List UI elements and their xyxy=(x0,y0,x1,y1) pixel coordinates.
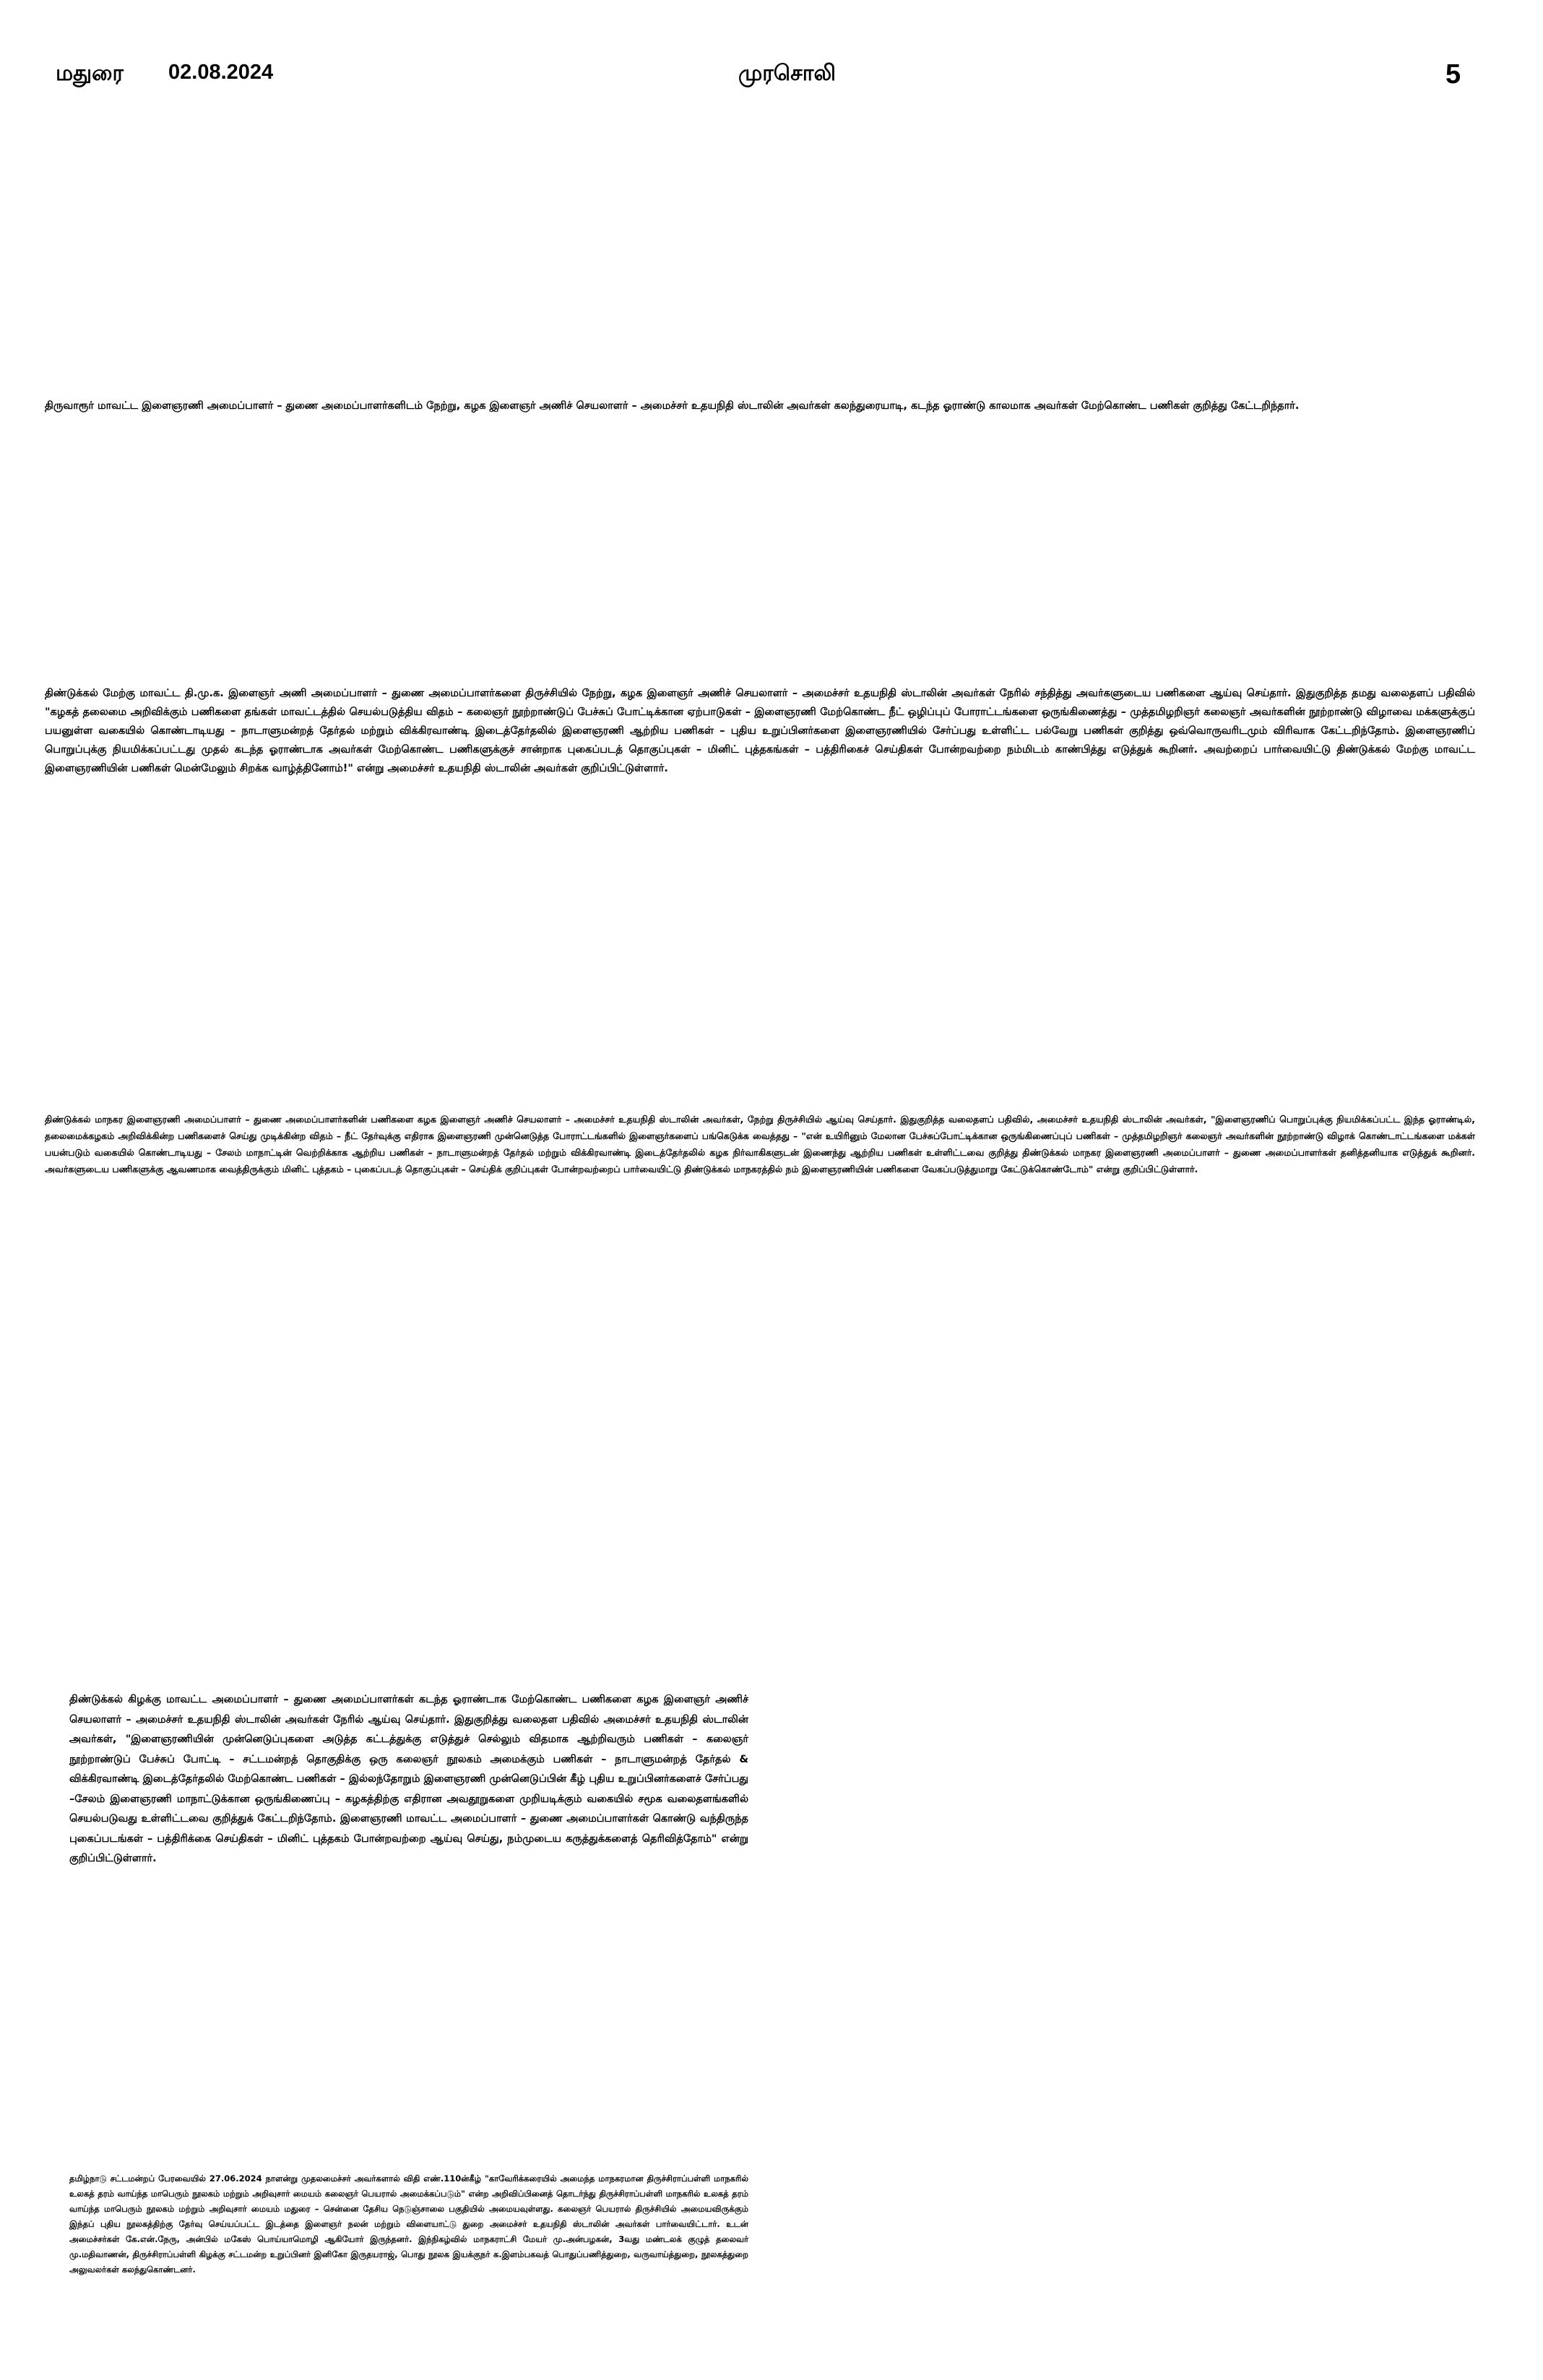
page-header xyxy=(0,61,1543,90)
photo-caption-dindigul-east: திண்டுக்கல் கிழக்கு மாவட்ட அமைப்பாளர் – துணை அமைப்பாளர்கள் கடந்த ஓராண்டாக மேற்கொண்ட பணிகளை கழக இளைஞர் அணிச் செயலாளர் – அமைச்சர் உதயநிதி ஸ்டாலின் அவர்கள் நேரில் ஆய்வு செய்தார். இதுகுறித்து வலைதள பதிவில் அமைச்சர் உதயநிதி ஸ்டாலின் அவர்கள், "இளைஞரணியின் முன்னெடுப்புகளை அடுத்த கட்டத்துக்கு எடுத்துச் செல்லும் விதமாக ஆற்றிவரும் பணிகள் – கலைஞர் நூற்றாண்டுப் பேச்சுப் போட்டி – சட்டமன்றத் தொகுதிக்கு ஒரு கலைஞர் நூலகம் அமைக்கும் பணிகள் – நாடாளுமன்றத் தேர்தல் & விக்கிரவாண்டி இடைத்தேர்தலில் மேற்கொண்ட பணிகள் – இல்லந்தோறும் இளைஞரணி முன்னெடுப்பின் கீழ் புதிய உறுப்பினர்களைச் சேர்ப்பது –சேலம் இளைஞரணி மாநாட்டுக்கான ஒருங்கிணைப்பு – கழகத்திற்கு எதிரான அவதூறுகளை முறியடிக்கும் வகையில் சமூக வலைதளங்களில் செயல்படுவது உள்ளிட்டவை குறித்துக் கேட்டறிந்தோம். இளைஞரணி மாவட்ட அமைப்பாளர் – துணை அமைப்பாளர்கள் கொண்டு வந்திருந்த புகைப்படங்கள் – பத்திரிக்கை செய்திகள் – மினிட் புத்தகம் போன்றவற்றை ஆய்வு செய்து, நம்முடைய கருத்துக்களைத் தெரிவித்தோம்" என்று குறிப்பிட்டுள்ளார். xyxy=(69,1694,748,1864)
photo-caption-dindigul-city: திண்டுக்கல் மாநகர இளைஞரணி அமைப்பாளர் – துணை அமைப்பாளர்களின் பணிகளை கழக இளைஞர் அணிச் செயலாளர் – அமைச்சர் உதயநிதி ஸ்டாலின் அவர்கள், நேற்று திருச்சியில் ஆய்வு செய்தார். இதுகுறித்த வலைதளப் பதிவில், அமைச்சர் உதயநிதி ஸ்டாலின் அவர்கள், "இளைஞரணிப் பொறுப்புக்கு நியமிக்கப்பட்ட இந்த ஓராண்டில், தலைமைக்கழகம் அறிவிக்கின்ற பணிகளைச் செய்து முடிக்கின்ற விதம் – நீட் தேர்வுக்கு எதிராக இளைஞரணி முன்னெடுத்த போராட்டங்களில் இளைஞர்களைப் பங்கெடுக்க வைத்தது – "என் உயிரினும் மேலான பேச்சுப்போட்டிக்கான ஒருங்கிணைப்புப் பணிகள் – முத்தமிழறிஞர் கலைஞர் அவர்களின் நூற்றாண்டு விழாக் கொண்டாட்டங்களை மக்கள் பயன்படும் வகையில் கொண்டாடியது – சேலம் மாநாட்டின் வெற்றிக்காக ஆற்றிய பணிகள் – நாடாளுமன்றத் தேர்தல் மற்றும் விக்கிரவாண்டி இடைத்தேர்தலில் கழக நிர்வாகிகளுடன் இணைந்து ஆற்றிய பணிகள் உள்ளிட்டவை குறித்து திண்டுக்கல் மாநகர இளைஞரணி அமைப்பாளர் – துணை அமைப்பாளர்கள் தனித்தனியாக எடுத்துக் கூறினர். அவர்களுடைய பணிகளுக்கு ஆவணமாக வைத்திருக்கும் மினிட் புத்தகம் – புகைப்படத் தொகுப்புகள் – செய்திக் குறிப்புகள் போன்றவற்றைப் பார்வையிட்டு திண்டுக்கல் மாநகரத்தில் நம் இளைஞரணியின் பணிகளை வேகப்படுத்துமாறு கேட்டுக்கொண்டோம்" என்று குறிப்பிட்டுள்ளார். xyxy=(45,1114,1475,1174)
photo-caption-thiruvarur: திருவாரூர் மாவட்ட இளைஞரணி அமைப்பாளர் – துணை அமைப்பாளர்களிடம் நேற்று, கழக இளைஞர் அணிச் செயலாளர் – அமைச்சர் உதயநிதி ஸ்டாலின் அவர்கள் கலந்துரையாடி, கடந்த ஓராண்டு காலமாக அவர்கள் மேற்கொண்ட பணிகள் குறித்து கேட்டறிந்தார். xyxy=(45,400,1300,412)
photo-caption-trichy-library: தமிழ்நாடு சட்டமன்றப் பேரவையில் 27.06.2024 நாளன்று முதலமைச்சர் அவர்களால் விதி எண்.110ன்கீழ் "காவேரிக்கரையில் அமைந்த மாநகரமான திருச்சிராப்பள்ளி மாநகரில் உலகத் தரம் வாய்ந்த மாபெரும் நூலகம் மற்றும் அறிவுசார் மையம் கலைஞர் பெயரால் அமைக்கப்படும்" என்ற அறிவிப்பினைத் தொடர்ந்து திருச்சிராப்பள்ளி மாநகரில் உலகத் தரம் வாய்ந்த மாபெரும் நூலகம் மற்றும் அறிவுசார் மையம் மதுரை – சென்னை தேசிய நெடுஞ்சாலை பகுதியில் அமையவுள்ளது. கலைஞர் பெயரால் திருச்சியில் அமையவிருக்கும் இந்தப் புதிய நூலகத்திற்கு தேர்வு செய்யப்பட்ட இடத்தை இளைஞர் நலன் மற்றும் விளையாட்டு துறை அமைச்சர் உதயநிதி ஸ்டாலின் அவர்கள் பார்வையிட்டார். உடன் அமைச்சர்கள் கே.என்.நேரு, அன்பில் மகேஸ் பொய்யாமொழி ஆகியோர் இருந்தனர். இந்நிகழ்வில் மாநகராட்சி மேயர் மு.அன்பழகன், 3வது மண்டலக் குழுத் தலைவர் மு.மதிவாணன், திருச்சிராப்பள்ளி கிழக்கு சட்டமன்ற உறுப்பினர் இனிகோ இருதயராஜ், பொது நூலக இயக்குநர் க.இளம்பகவத் பொதுப்பணித்துறை, வருவாய்த்துறை, நூலகத்துறை அலுவலர்கள் கலந்துகொண்டனர். xyxy=(69,2173,748,2275)
edition-date: 02.08.2024 xyxy=(168,61,274,84)
photo-caption-dindigul-west: திண்டுக்கல் மேற்கு மாவட்ட தி.மு.க. இளைஞர் அணி அமைப்பாளர் – துணை அமைப்பாளர்களை திருச்சியில் நேற்று, கழக இளைஞர் அணிச் செயலாளர் – அமைச்சர் உதயநிதி ஸ்டாலின் அவர்கள் நேரில் சந்தித்து அவர்களுடைய பணிகளை ஆய்வு செய்தார். இதுகுறித்த தமது வலைதளப் பதிவில் "கழகத் தலைமை அறிவிக்கும் பணிகளை தங்கள் மாவட்டத்தில் செயல்படுத்திய விதம் – கலைஞர் நூற்றாண்டுப் பேச்சுப் போட்டிக்கான ஏற்பாடுகள் – இளைஞரணி மேற்கொண்ட நீட் ஒழிப்புப் போராட்டங்களை ஒருங்கிணைத்து – முத்தமிழறிஞர் கலைஞர் அவர்களின் நூற்றாண்டு விழாவை மக்களுக்குப் பயனுள்ள வகையில் கொண்டாடியது – நாடாளுமன்றத் தேர்தல் மற்றும் விக்கிரவாண்டி இடைத்தேர்தலில் இளைஞரணி ஆற்றிய பணிகள் – புதிய உறுப்பினர்களை இளைஞரணியில் சேர்ப்பது உள்ளிட்ட பல்வேறு பணிகள் குறித்து ஒவ்வொருவரிடமும் விரிவாக கேட்டறிந்தோம். இளைஞரணிப் பொறுப்புக்கு நியமிக்கப்பட்டது முதல் கடந்த ஓராண்டாக அவர்கள் மேற்கொண்ட பணிகளுக்குச் சான்றாக புகைப்படத் தொகுப்புகள் – மினிட் புத்தகங்கள் – பத்திரிகைச் செய்திகள் போன்றவற்றை நம்மிடம் காண்பித்து எடுத்துக் கூறினர். அவற்றைப் பார்வையிட்டு திண்டுக்கல் மேற்கு மாவட்ட இளைஞரணியின் பணிகள் மென்மேலும் சிறக்க வாழ்த்தினோம்!" என்று அமைச்சர் உதயநிதி ஸ்டாலின் அவர்கள் குறிப்பிட்டுள்ளார். xyxy=(45,688,1475,774)
page-number: 5 xyxy=(1445,59,1461,90)
edition-city: மதுரை xyxy=(56,61,124,86)
newspaper-name: முரசொலி xyxy=(738,61,836,86)
